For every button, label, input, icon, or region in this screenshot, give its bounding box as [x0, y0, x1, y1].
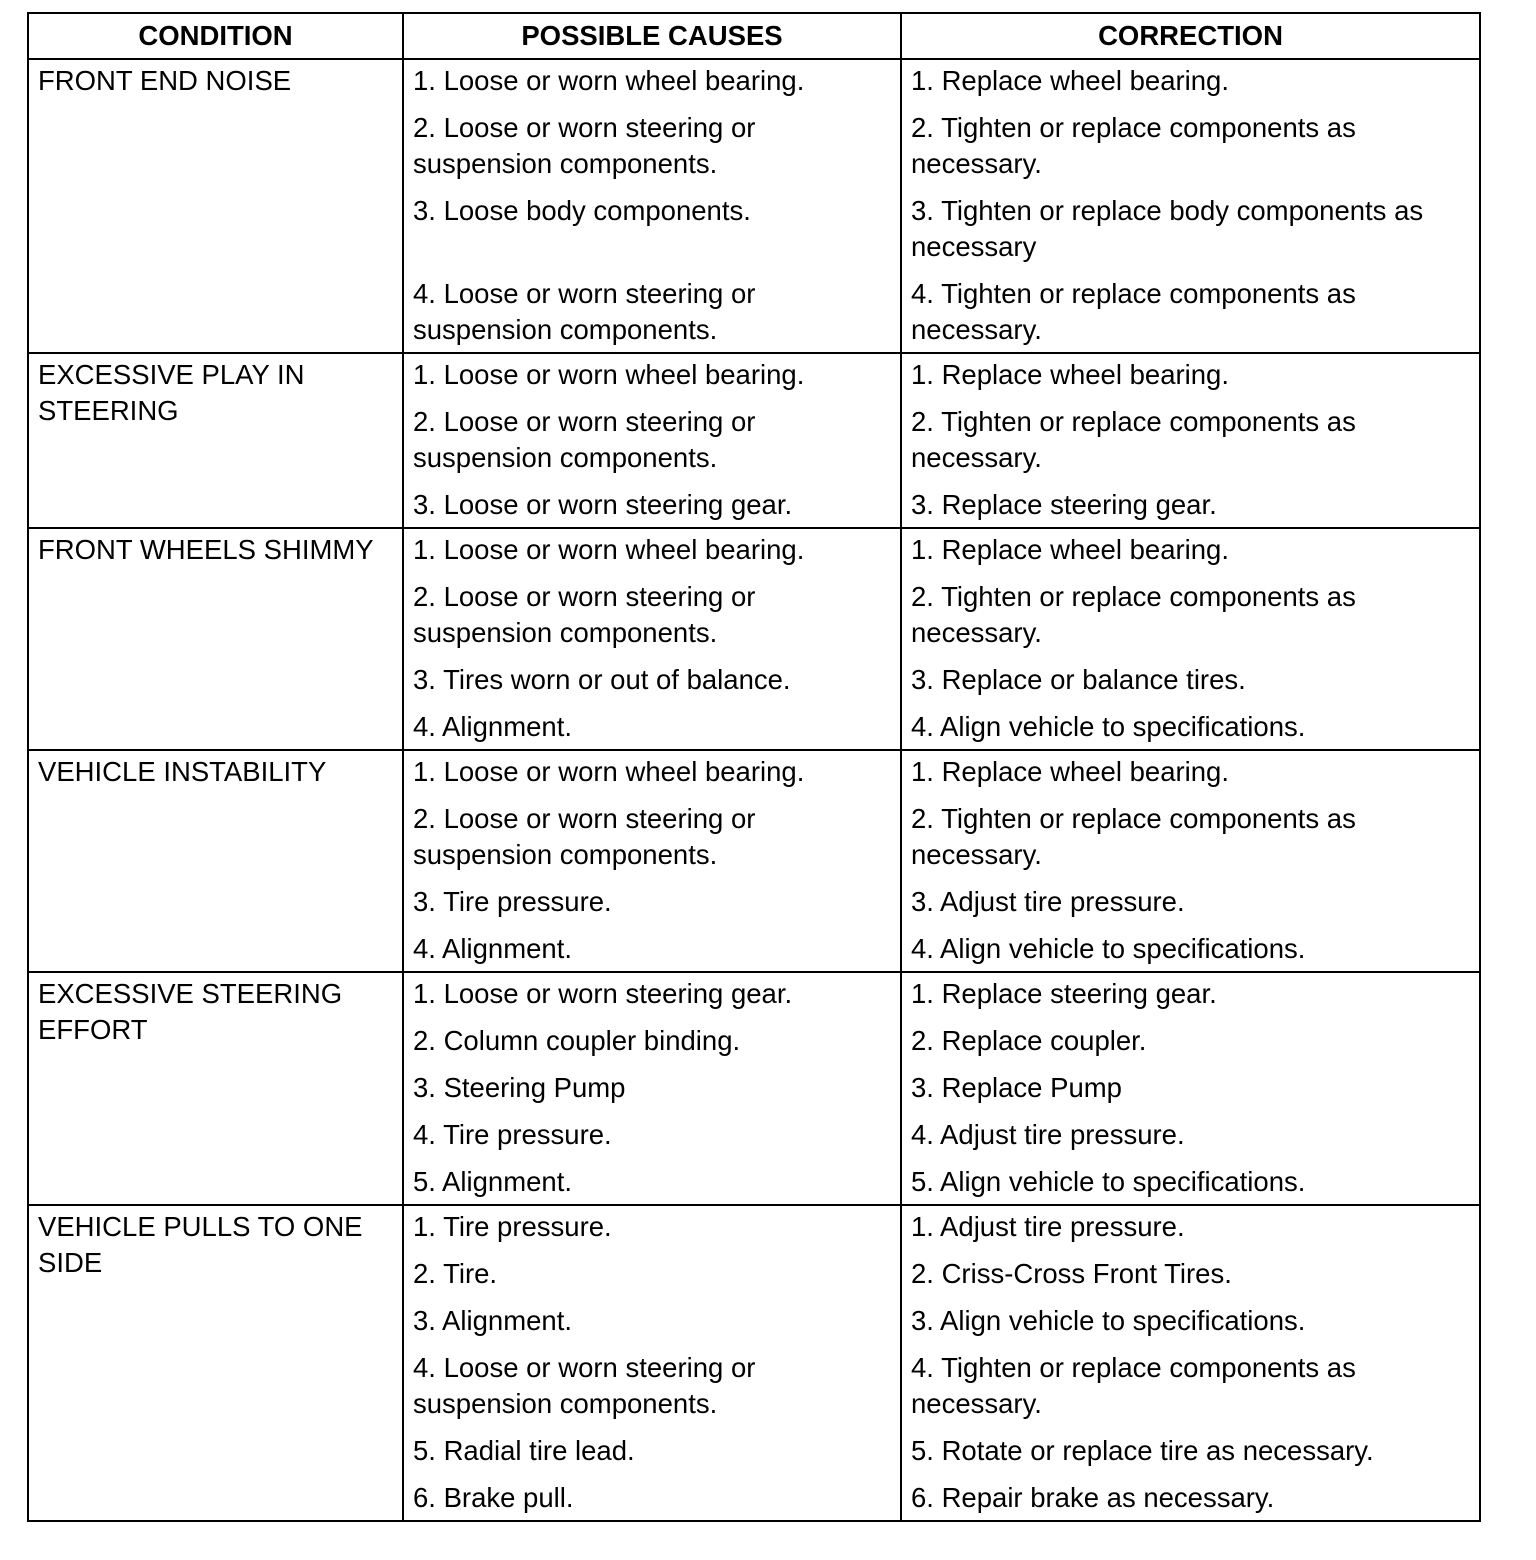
table-row	[28, 1205, 1480, 1521]
cause-item: 2. Column coupler binding.	[413, 1025, 741, 1056]
cause-item: 2. Loose or worn steering or suspension components.	[413, 803, 756, 870]
cause-item: 1. Loose or worn wheel bearing.	[413, 65, 805, 96]
cause-item: 4. Loose or worn steering or suspension components.	[413, 1352, 756, 1419]
correction-item: 2. Criss-Cross Front Tires.	[911, 1258, 1232, 1289]
correction-item: 3. Replace or balance tires.	[911, 664, 1246, 695]
cause-item: 2. Loose or worn steering or suspension components.	[413, 581, 756, 648]
correction-cell	[901, 972, 1480, 1205]
correction-item: 6. Repair brake as necessary.	[911, 1482, 1275, 1513]
header-row	[28, 13, 1480, 59]
causes-cell	[403, 750, 901, 972]
correction-item: 1. Adjust tire pressure.	[911, 1211, 1185, 1242]
cause-item: 1. Tire pressure.	[413, 1211, 612, 1242]
table-row	[28, 972, 1480, 1205]
correction-item: 2. Tighten or replace components as necessary.	[911, 112, 1356, 179]
condition-cell: VEHICLE PULLS TO ONE SIDE	[28, 1205, 403, 1521]
cause-item: 4. Alignment.	[413, 933, 572, 964]
correction-cell	[901, 528, 1480, 750]
correction-item: 1. Replace wheel bearing.	[911, 756, 1229, 787]
cause-item: 5. Radial tire lead.	[413, 1435, 635, 1466]
causes-cell	[403, 528, 901, 750]
correction-item: 3. Replace steering gear.	[911, 489, 1217, 520]
correction-item: 4. Align vehicle to specifications.	[911, 933, 1306, 964]
correction-item: 2. Tighten or replace components as necessary.	[911, 803, 1356, 870]
cause-item: 1. Loose or worn wheel bearing.	[413, 756, 805, 787]
cause-item: 1. Loose or worn wheel bearing.	[413, 534, 805, 565]
condition-cell: FRONT END NOISE	[28, 59, 403, 353]
cause-item: 4. Alignment.	[413, 711, 572, 742]
condition-cell: EXCESSIVE PLAY IN STEERING	[28, 353, 403, 528]
correction-item: 3. Align vehicle to specifications.	[911, 1305, 1306, 1336]
correction-cell	[901, 1205, 1480, 1521]
cause-item: 3. Tires worn or out of balance.	[413, 664, 791, 695]
causes-cell	[403, 1205, 901, 1521]
header-correction: CORRECTION	[901, 13, 1480, 59]
cause-item: 2. Loose or worn steering or suspension components.	[413, 406, 756, 473]
cause-item: 3. Loose or worn steering gear.	[413, 489, 793, 520]
condition-cell: EXCESSIVE STEERING EFFORT	[28, 972, 403, 1205]
table-row	[28, 750, 1480, 972]
cause-item: 3. Tire pressure.	[413, 886, 612, 917]
cause-item: 1. Loose or worn steering gear.	[413, 978, 793, 1009]
correction-item: 2. Tighten or replace components as necessary.	[911, 581, 1356, 648]
correction-item: 1. Replace wheel bearing.	[911, 65, 1229, 96]
header-possible-causes: POSSIBLE CAUSES	[403, 13, 901, 59]
correction-item: 1. Replace wheel bearing.	[911, 359, 1229, 390]
condition-cell: VEHICLE INSTABILITY	[28, 750, 403, 972]
cause-item: 2. Loose or worn steering or suspension components.	[413, 112, 756, 179]
correction-cell	[901, 59, 1480, 353]
correction-item: 5. Rotate or replace tire as necessary.	[911, 1435, 1374, 1466]
correction-item: 3. Tighten or replace body components as necessary	[911, 195, 1424, 262]
cause-item: 4. Tire pressure.	[413, 1119, 612, 1150]
cause-item: 4. Loose or worn steering or suspension components.	[413, 278, 756, 345]
correction-item: 3. Replace Pump	[911, 1072, 1122, 1103]
correction-item: 2. Tighten or replace components as necessary.	[911, 406, 1356, 473]
correction-item: 1. Replace steering gear.	[911, 978, 1217, 1009]
table-row	[28, 353, 1480, 528]
correction-item: 5. Align vehicle to specifications.	[911, 1166, 1306, 1197]
cause-item: 5. Alignment.	[413, 1166, 572, 1197]
header-condition: CONDITION	[28, 13, 403, 59]
condition-cell: FRONT WHEELS SHIMMY	[28, 528, 403, 750]
diagnosis-table	[27, 12, 1481, 1522]
correction-cell	[901, 750, 1480, 972]
correction-item: 4. Adjust tire pressure.	[911, 1119, 1185, 1150]
correction-cell	[901, 353, 1480, 528]
cause-item: 3. Alignment.	[413, 1305, 572, 1336]
correction-item: 4. Tighten or replace components as necessary.	[911, 1352, 1356, 1419]
correction-item: 1. Replace wheel bearing.	[911, 534, 1229, 565]
cause-item: 2. Tire.	[413, 1258, 498, 1289]
cause-item: 6. Brake pull.	[413, 1482, 574, 1513]
causes-cell	[403, 972, 901, 1205]
correction-item: 4. Align vehicle to specifications.	[911, 711, 1306, 742]
correction-item: 2. Replace coupler.	[911, 1025, 1147, 1056]
cause-item: 3. Steering Pump	[413, 1072, 626, 1103]
causes-cell	[403, 353, 901, 528]
table-row	[28, 528, 1480, 750]
correction-item: 4. Tighten or replace components as necessary.	[911, 278, 1356, 345]
table-body	[28, 59, 1480, 1521]
causes-cell	[403, 59, 901, 353]
cause-item: 3. Loose body components.	[413, 195, 751, 226]
cause-item: 1. Loose or worn wheel bearing.	[413, 359, 805, 390]
table-row	[28, 59, 1480, 353]
correction-item: 3. Adjust tire pressure.	[911, 886, 1185, 917]
